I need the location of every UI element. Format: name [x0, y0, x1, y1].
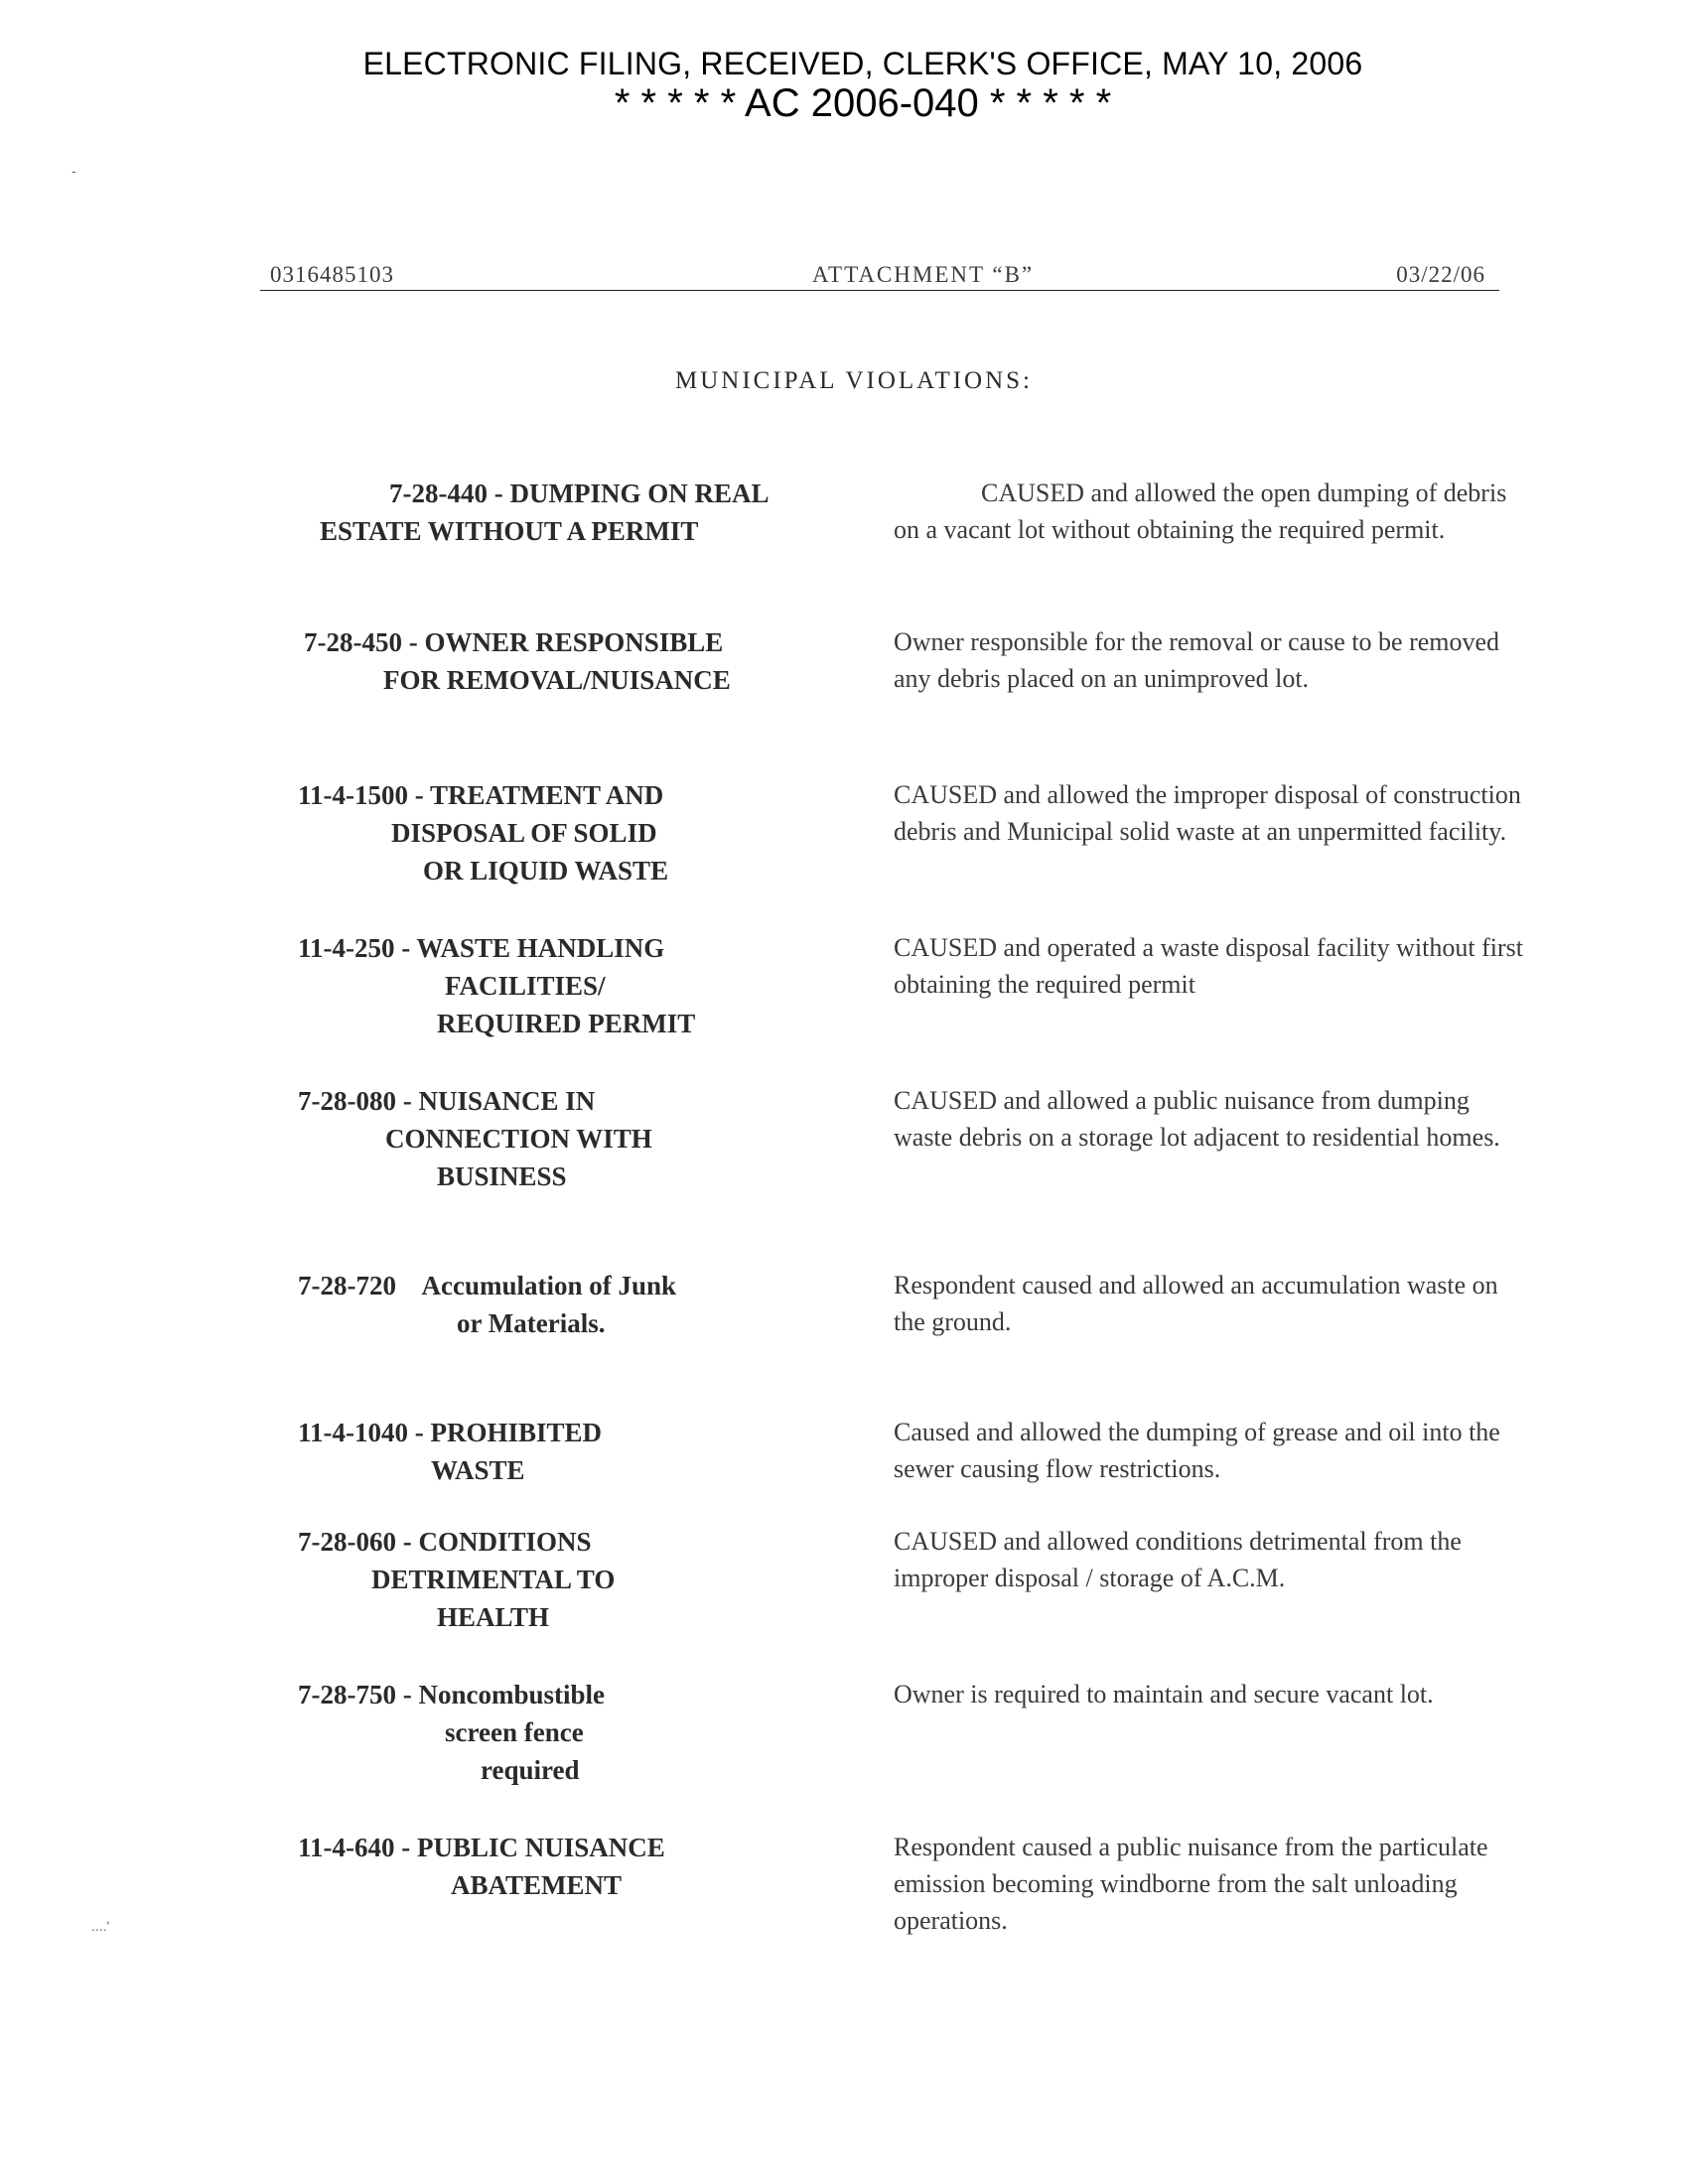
code-line: or Materials.	[457, 1308, 606, 1338]
violation-code	[298, 1523, 874, 1636]
violation-description: Owner is required to maintain and secure vacant lot.	[894, 1680, 1434, 1708]
scan-mark: -	[71, 163, 76, 179]
violation-code	[298, 1414, 874, 1489]
violation-description: Owner responsible for the removal or cause to be removed any debris placed on an unimproved lot.	[894, 627, 1500, 693]
scan-mark: ....'	[91, 1918, 110, 1934]
document-id: 0316485103	[270, 262, 394, 287]
code-line: 11-4-1040 - PROHIBITED	[298, 1418, 603, 1447]
violation-code	[298, 1676, 874, 1789]
violation-code	[298, 1829, 874, 1904]
code-line: FACILITIES/	[445, 971, 606, 1001]
code-line: WASTE	[431, 1455, 525, 1485]
code-line: DETRIMENTAL TO	[371, 1565, 616, 1594]
code-line: 11-4-1500 - TREATMENT AND	[298, 780, 664, 810]
code-line: OR LIQUID WASTE	[423, 856, 669, 886]
violation-description: CAUSED and allowed the open dumping of debris on a vacant lot without obtaining the required permit.	[894, 478, 1507, 544]
code-line: DISPOSAL OF SOLID	[391, 818, 657, 848]
violation-description: Respondent caused and allowed an accumulation waste on the ground.	[894, 1271, 1498, 1336]
attachment-header	[260, 260, 1499, 291]
filing-stamp-line1: ELECTRONIC FILING, RECEIVED, CLERK'S OFFICE, MAY 10, 2006	[362, 46, 1363, 81]
code-line: 11-4-640 - PUBLIC NUISANCE	[298, 1833, 665, 1862]
code-line: HEALTH	[437, 1602, 550, 1632]
code-line: FOR REMOVAL/NUISANCE	[383, 665, 731, 695]
code-line: 7-28-450 - OWNER RESPONSIBLE	[304, 627, 724, 657]
filing-stamp-line2: * * * * * AC 2006-040 * * * * *	[614, 81, 1112, 125]
code-line: 7-28-060 - CONDITIONS	[298, 1527, 592, 1557]
code-line: CONNECTION WITH	[385, 1124, 652, 1154]
violation-code	[298, 1267, 874, 1342]
page-heading: MUNICIPAL VIOLATIONS:	[674, 367, 1033, 394]
violation-description: CAUSED and allowed the improper disposal of construction debris and Municipal solid waste at an unpermitted facility.	[894, 780, 1521, 846]
code-line: required	[481, 1755, 580, 1785]
code-line: 11-4-250 - WASTE HANDLING	[298, 933, 665, 963]
violation-code	[298, 929, 874, 1042]
violation-description: Caused and allowed the dumping of grease and oil into the sewer causing flow restrictions.	[894, 1418, 1500, 1483]
violation-description: CAUSED and allowed a public nuisance from dumping waste debris on a storage lot adjacent to residential homes.	[894, 1086, 1500, 1152]
code-line: 7-28-720 Accumulation of Junk	[298, 1271, 677, 1300]
violation-code	[298, 776, 874, 889]
code-line: 7-28-440 - DUMPING ON REAL	[389, 478, 770, 508]
violation-code	[298, 475, 874, 550]
code-line: BUSINESS	[437, 1161, 567, 1191]
code-line: ESTATE WITHOUT A PERMIT	[320, 516, 699, 546]
document-date: 03/22/06	[1396, 262, 1485, 287]
code-line: REQUIRED PERMIT	[437, 1009, 696, 1038]
violation-description: CAUSED and allowed conditions detrimental from the improper disposal / storage of A.C.M.	[894, 1527, 1462, 1592]
code-line: ABATEMENT	[451, 1870, 623, 1900]
violation-description: CAUSED and operated a waste disposal facility without first obtaining the required permit	[894, 933, 1523, 999]
code-line: 7-28-750 - Noncombustible	[298, 1680, 605, 1709]
code-line: 7-28-080 - NUISANCE IN	[298, 1086, 596, 1116]
code-line: screen fence	[445, 1717, 584, 1747]
violation-code	[298, 1082, 874, 1195]
attachment-title: ATTACHMENT “B”	[812, 262, 1035, 287]
violation-code	[298, 623, 874, 699]
violation-description: Respondent caused a public nuisance from the particulate emission becoming windborne from the salt unloading operations.	[894, 1833, 1488, 1935]
